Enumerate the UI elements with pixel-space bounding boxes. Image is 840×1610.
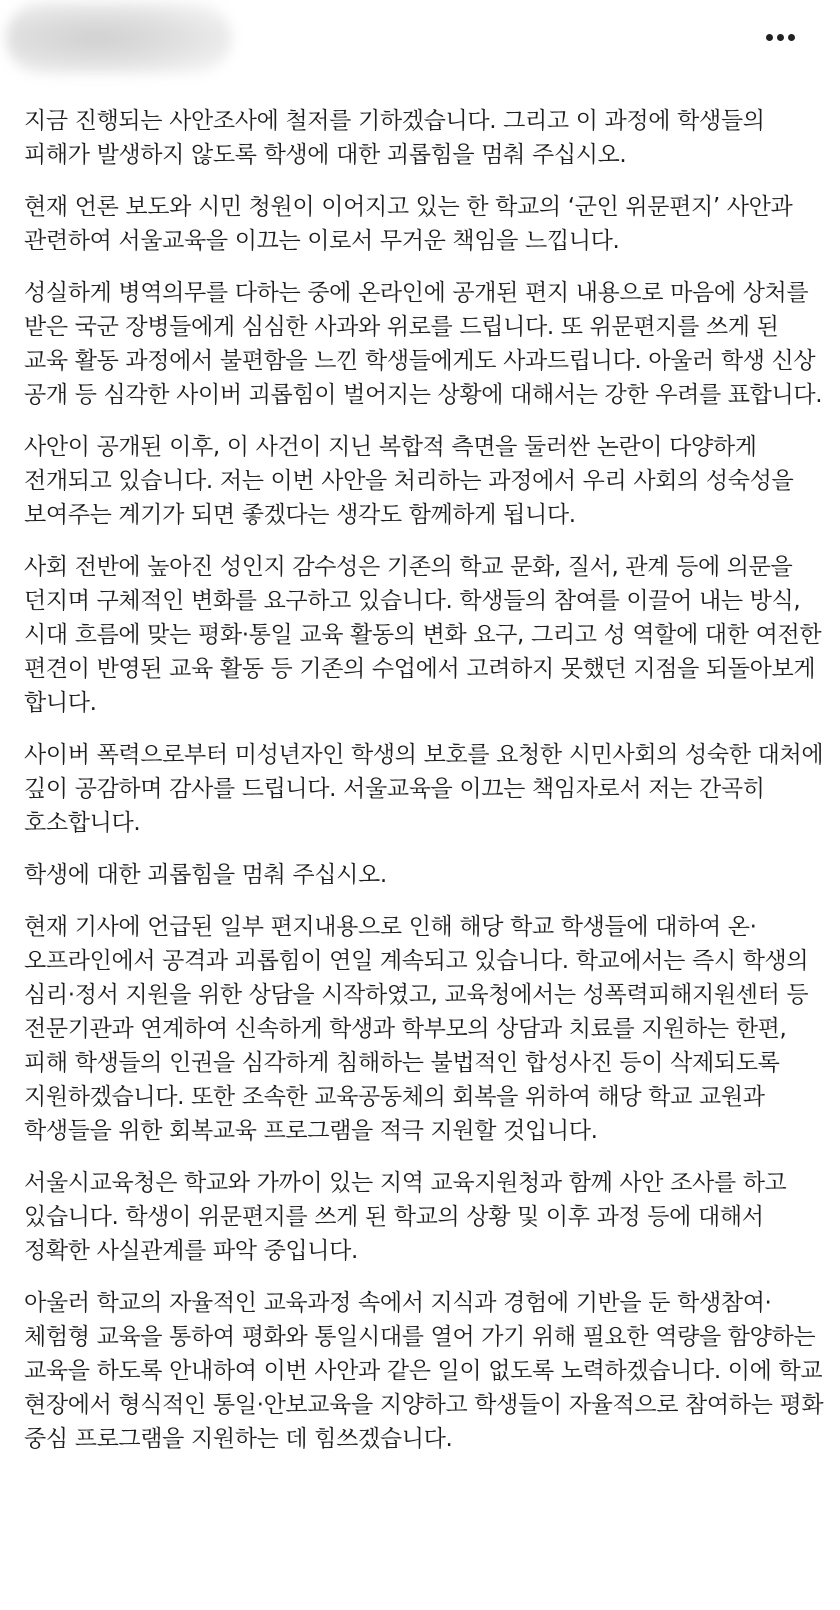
post-paragraph: 현재 언론 보도와 시민 청원이 이어지고 있는 한 학교의 ‘군인 위문편지’ 사안과 관련하여 서울교육을 이끄는 이로서 무거운 책임을 느낍니다. xyxy=(24,194,793,254)
more-horizontal-icon-dot-2 xyxy=(777,34,784,41)
post-paragraph: 사안이 공개된 이후, 이 사건이 지닌 복합적 측면을 둘러싼 논란이 다양하게 전개되고 있습니다. 저는 이번 사안을 처리하는 과정에서 우리 사회의 성숙성을 보여주는 계기가 되면 좋겠다는 생각도 함께하게 됩니다. xyxy=(24,434,794,528)
post-paragraph: 학생에 대한 괴롭힘을 멈춰 주십시오. xyxy=(24,862,387,888)
post-paragraph: 지금 진행되는 사안조사에 철저를 기하겠습니다. 그리고 이 과정에 학생들의 피해가 발생하지 않도록 학생에 대한 괴롭힘을 멈춰 주십시오. xyxy=(24,108,765,168)
more-horizontal-icon-dot-3 xyxy=(788,34,795,41)
more-horizontal-icon xyxy=(766,34,773,41)
blurred-author-name xyxy=(6,2,232,74)
post-paragraph: 사회 전반에 높아진 성인지 감수성은 기존의 학교 문화, 질서, 관계 등에 의문을 던지며 구체적인 변화를 요구하고 있습니다. 학생들의 참여를 이끌어 내는 방식, 시대 흐름에 맞는 평화·통일 교육 활동의 변화 요구, 그리고 성 역할에 대한 여전한 편견이 반영된 교육 활동 등 기존의 수업에서 고려하지 못했던 지점을 되돌아보게 합니다. xyxy=(24,554,822,716)
post-paragraph: 현재 기사에 언급된 일부 편지내용으로 인해 해당 학교 학생들에 대하여 온·오프라인에서 공격과 괴롭힘이 연일 계속되고 있습니다. 학교에서는 즉시 학생의 심리·정서 지원을 위한 상담을 시작하였고, 교육청에서는 성폭력피해지원센터 등 전문기관과 연계하여 신속하게 학생과 학부모의 상담과 치료를 지원하는 한편, 피해 학생들의 인권을 심각하게 침해하는 불법적인 합성사진 등이 삭제되도록 지원하겠습니다. 또한 조속한 교육공동체의 회복을 위하여 해당 학교 교원과 학생들을 위한 회복교육 프로그램을 적극 지원할 것입니다. xyxy=(24,914,809,1144)
more-options-button[interactable] xyxy=(760,26,800,48)
post-header xyxy=(0,0,840,100)
post-paragraph: 아울러 학교의 자율적인 교육과정 속에서 지식과 경험에 기반을 둔 학생참여·체험형 교육을 통하여 평화와 통일시대를 열어 가기 위해 필요한 역량을 함양하는 교육을 하도록 안내하여 이번 사안과 같은 일이 없도록 노력하겠습니다. 이에 학교 현장에서 형식적인 통일·안보교육을 지양하고 학생들이 자율적으로 참여하는 평화 중심 프로그램을 지원하는 데 힘쓰겠습니다. xyxy=(24,1290,824,1452)
post-paragraph: 사이버 폭력으로부터 미성년자인 학생의 보호를 요청한 시민사회의 성숙한 대처에 깊이 공감하며 감사를 드립니다. 서울교육을 이끄는 책임자로서 저는 간곡히 호소합니다. xyxy=(24,742,824,836)
post-body xyxy=(24,104,824,1474)
post-paragraph: 서울시교육청은 학교와 가까이 있는 지역 교육지원청과 함께 사안 조사를 하고 있습니다. 학생이 위문편지를 쓰게 된 학교의 상황 및 이후 과정 등에 대해서 정확한 사실관계를 파악 중입니다. xyxy=(24,1170,787,1264)
post-paragraph: 성실하게 병역의무를 다하는 중에 온라인에 공개된 편지 내용으로 마음에 상처를 받은 국군 장병들에게 심심한 사과와 위로를 드립니다. 또 위문편지를 쓰게 된 교육 활동 과정에서 불편함을 느낀 학생들에게도 사과드립니다. 아울러 학생 신상 공개 등 심각한 사이버 괴롭힘이 벌어지는 상황에 대해서는 강한 우려를 표합니다. xyxy=(24,280,823,408)
